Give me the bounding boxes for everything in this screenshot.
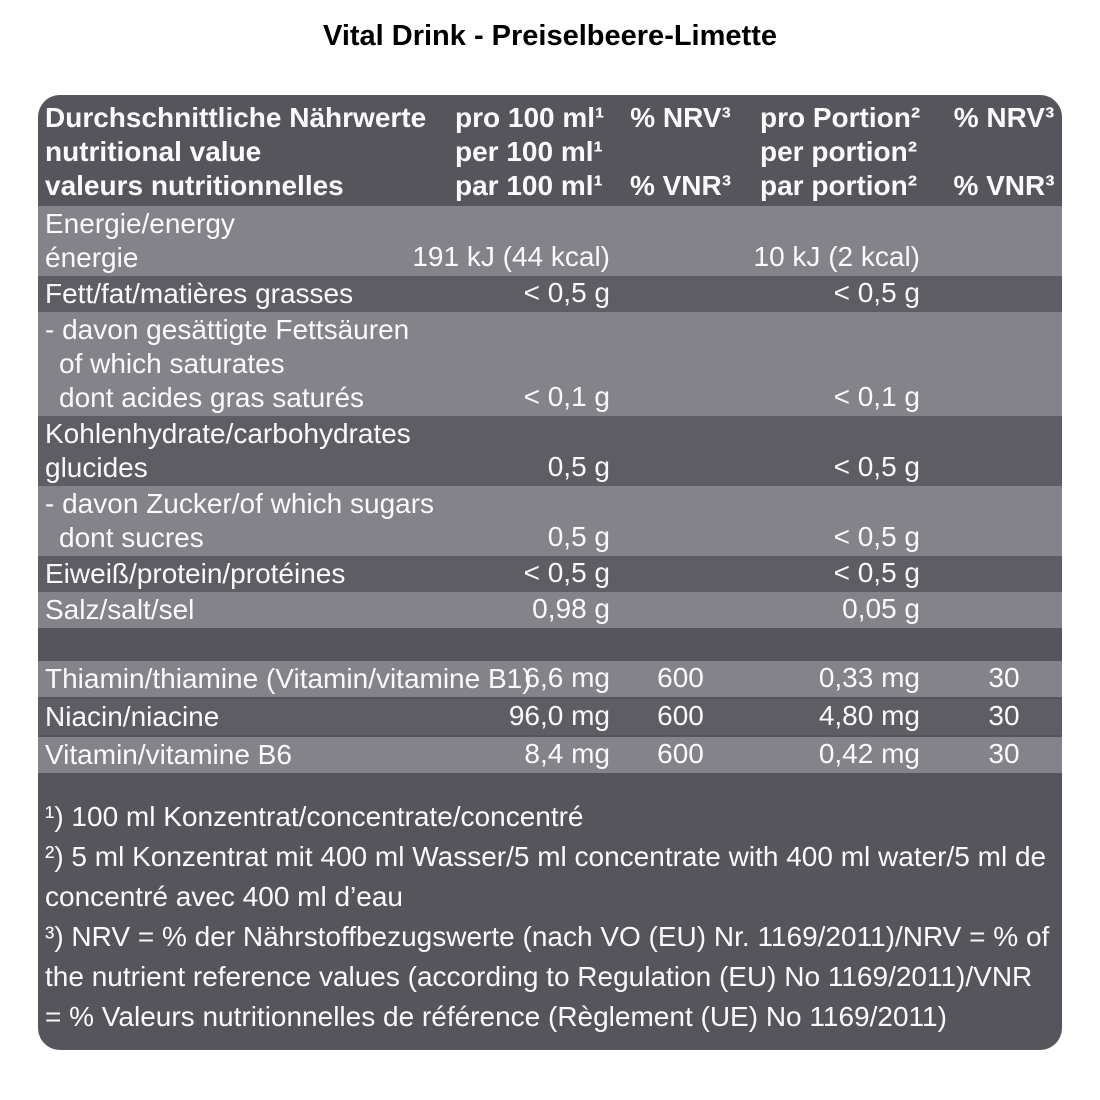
row-label: glucides <box>45 452 148 483</box>
header-label: Durchschnittliche Nährwerte <box>45 102 427 133</box>
value-portion: 0,33 mg <box>818 662 920 693</box>
value-per100: 0,5 g <box>547 521 610 552</box>
footnote-2: ²) 5 ml Konzentrat mit 400 ml Wasser/5 ml concentrate with 400 ml water/5 ml de concentré avec 400 ml d’eau <box>45 841 1047 912</box>
header-label: pro Portion² <box>760 102 921 133</box>
header-label: % VNR³ <box>953 170 1055 201</box>
header-label: par 100 ml¹ <box>455 170 603 201</box>
row-label: Eiweiß/protein/protéines <box>45 558 346 589</box>
value-per100: 8,4 mg <box>524 738 610 769</box>
table-row-energy <box>38 206 1062 276</box>
value-nrv-portion: 30 <box>988 738 1020 769</box>
header-label: % VNR³ <box>629 170 732 201</box>
value-portion: 0,42 mg <box>818 738 920 769</box>
value-per100: < 0,5 g <box>523 557 610 588</box>
value-portion: 4,80 mg <box>818 700 920 731</box>
row-label: Fett/fat/matières grasses <box>45 278 354 309</box>
header-label: par portion² <box>760 170 918 201</box>
value-portion: 10 kJ (2 kcal) <box>753 241 920 272</box>
table-header <box>38 95 1062 206</box>
value-per100: 96,0 mg <box>508 700 610 731</box>
table-row-thiamine <box>38 661 1062 697</box>
header-label: % NRV³ <box>953 102 1055 133</box>
row-label: Kohlenhydrate/carbohydrates <box>45 418 411 449</box>
header-col-portion <box>760 101 920 203</box>
row-label: énergie <box>45 242 139 273</box>
value-per100: 0,5 g <box>547 451 610 482</box>
value-portion: < 0,5 g <box>833 521 920 552</box>
nutrition-table-card <box>38 95 1062 1050</box>
value-nrv-100: 600 <box>657 662 704 693</box>
value-per100: 6,6 mg <box>524 662 610 693</box>
table-row-carbohydrates <box>38 416 1062 486</box>
header-label: per 100 ml¹ <box>455 136 603 167</box>
value-nrv-100: 600 <box>657 700 704 731</box>
header-col-nrv-100 <box>613 101 748 203</box>
row-label: dont acides gras saturés <box>59 382 365 413</box>
value-portion: < 0,5 g <box>833 557 920 588</box>
row-label: - davon gesättigte Fettsäuren <box>45 314 410 345</box>
footnote-1: ¹) 100 ml Konzentrat/concentrate/concentré <box>45 801 584 832</box>
header-label: % NRV³ <box>630 102 731 133</box>
row-label: Vitamin/vitamine B6 <box>45 739 292 770</box>
value-portion: < 0,1 g <box>833 381 920 412</box>
value-per100: 191 kJ (44 kcal) <box>412 241 610 272</box>
value-nrv-100: 600 <box>657 738 704 769</box>
footnotes <box>38 797 1062 1037</box>
table-row-saturates <box>38 312 1062 416</box>
value-nrv-portion: 30 <box>988 662 1020 693</box>
header-label: valeurs nutritionnelles <box>45 170 344 201</box>
header-col-nrv-portion <box>934 101 1062 203</box>
table-row-niacin <box>38 699 1062 735</box>
row-label: Salz/salt/sel <box>45 594 195 625</box>
row-label: dont sucres <box>59 522 204 553</box>
table-row-protein <box>38 556 1062 592</box>
value-per100: < 0,5 g <box>523 277 610 308</box>
table-row-salt <box>38 592 1062 628</box>
table-row-sugars <box>38 486 1062 556</box>
value-portion: 0,05 g <box>842 593 920 624</box>
value-nrv-portion: 30 <box>988 700 1020 731</box>
footnote-3: ³) NRV = % der Nährstoffbezugswerte (nach VO (EU) Nr. 1169/2011)/NRV = % of the nutrient reference values (according to Regulation (EU) No 1169/2011)/VNR = % Valeurs nutritionnelles de référence (Règlement (UE) No 1169/2011) <box>45 921 1050 1032</box>
value-per100: < 0,1 g <box>523 381 610 412</box>
header-label: per portion² <box>760 136 918 167</box>
table-row-fat <box>38 276 1062 312</box>
page-title: Vital Drink - Preiselbeere-Limette <box>323 20 777 52</box>
header-label: nutritional value <box>45 136 262 167</box>
table-row-vitamin-b6 <box>38 737 1062 773</box>
value-portion: < 0,5 g <box>833 451 920 482</box>
row-label: - davon Zucker/of which sugars <box>45 488 435 519</box>
header-label: pro 100 ml¹ <box>455 102 605 133</box>
header-col-per100 <box>455 101 604 203</box>
row-label: Energie/energy <box>45 208 235 239</box>
row-label: of which saturates <box>59 348 285 379</box>
row-label: Thiamin/thiamine (Vitamin/vitamine B1) <box>45 663 532 694</box>
row-label: Niacin/niacine <box>45 701 220 732</box>
value-portion: < 0,5 g <box>833 277 920 308</box>
value-per100: 0,98 g <box>532 593 610 624</box>
header-col-nutrients <box>45 101 426 203</box>
